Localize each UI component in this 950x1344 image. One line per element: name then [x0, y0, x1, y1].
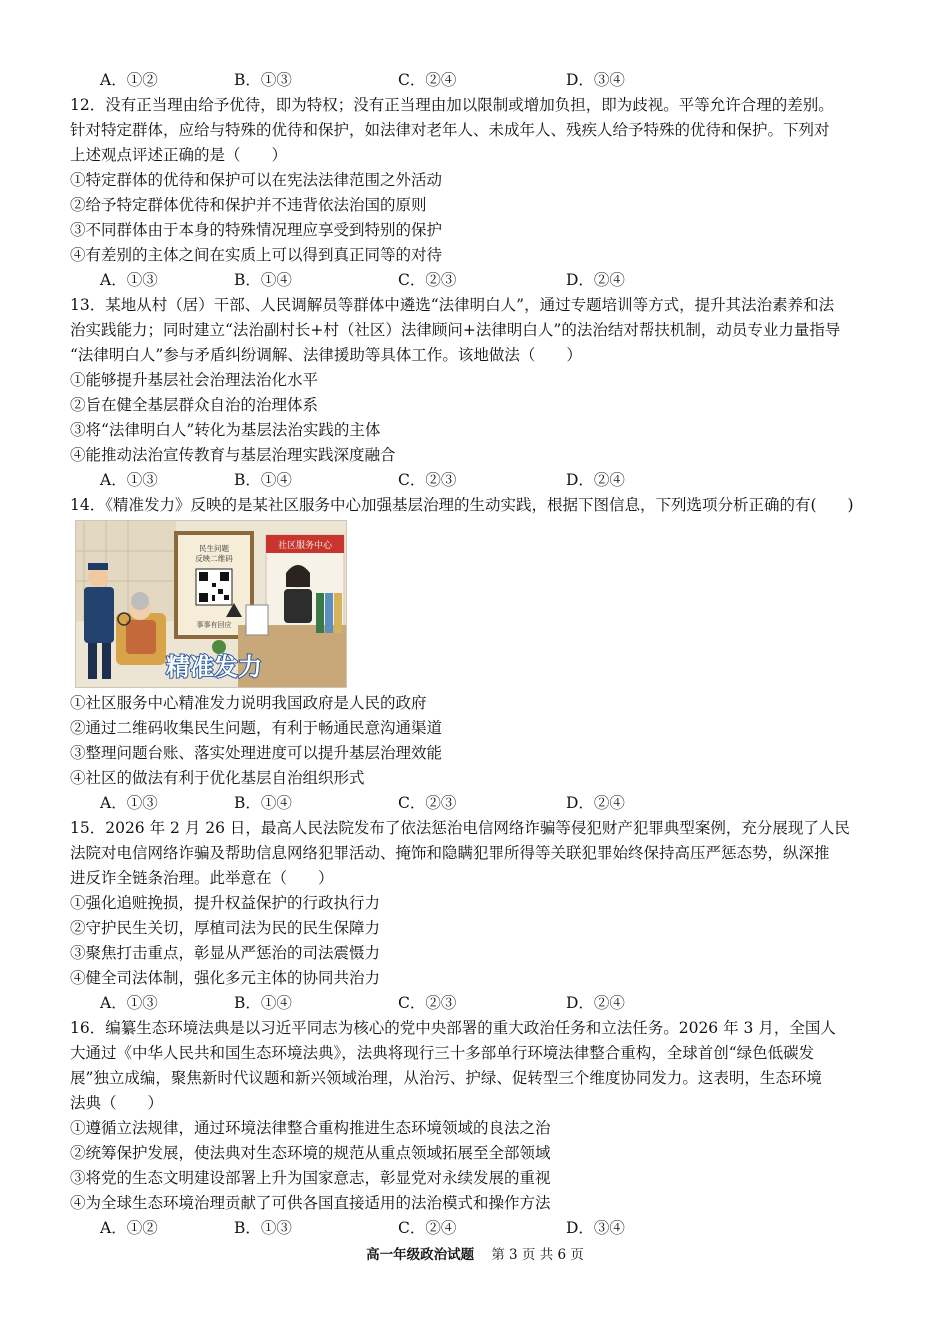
q15-stem-line: 15．2026 年 2 月 26 日，最高人民法院发布了依法惩治电信网络诈骗等侵犯财产犯罪典型案例，充分展现了人民 [70, 819, 850, 837]
option-d: D．②④ [566, 794, 625, 812]
q15-item: ④健全司法体制，强化多元主体的协同共治力 [70, 969, 381, 987]
q16-stem-line: 16．编纂生态环境法典是以习近平同志为核心的党中央部署的重大政治任务和立法任务。2026 年 3 月，全国人 [70, 1019, 836, 1037]
option-b: B．①④ [234, 271, 292, 289]
option-d: D．②④ [566, 994, 625, 1012]
option-b: B．①④ [234, 994, 292, 1012]
cartoon-figure [75, 520, 347, 688]
option-c: C．②③ [398, 271, 457, 289]
q13-item: ①能够提升基层社会治理法治化水平 [70, 371, 319, 389]
q13-stem-line: 13．某地从村（居）干部、人民调解员等群体中遴选“法律明白人”，通过专题培训等方式，提升其法治素养和法 [70, 296, 835, 314]
q16-item: ①遵循立法规律，通过环境法律整合重构推进生态环境领域的良法之治 [70, 1119, 551, 1137]
q16-stem-line: 展”独立成编，聚焦新时代议题和新兴领域治理，从治污、护绿、促转型三个维度协同发力。这表明，生态环境 [70, 1069, 822, 1087]
q12-stem-line: 12．没有正当理由给予优待，即为特权；没有正当理由加以限制或增加负担，即为歧视。平等允许合理的差别。 [70, 96, 834, 114]
q14-item: ①社区服务中心精准发力说明我国政府是人民的政府 [70, 694, 427, 712]
option-b: B．①③ [234, 1219, 292, 1237]
q15-item: ①强化追赃挽损，提升权益保护的行政执行力 [70, 894, 381, 912]
q12-item: ③不同群体由于本身的特殊情况理应享受到特别的保护 [70, 221, 443, 239]
q15-options [100, 991, 860, 1016]
option-a: A．①② [100, 71, 158, 89]
option-b: B．①③ [234, 71, 292, 89]
frame-caption: 事事有回应 [196, 621, 232, 629]
figure-title: 精准发力 [166, 653, 262, 681]
q14-item: ④社区的做法有利于优化基层自治组织形式 [70, 769, 365, 787]
q12-stem-line: 针对特定群体，应给与特殊的优待和保护，如法律对老年人、未成年人、残疾人给予特殊的优待和保护。下列对 [70, 121, 830, 139]
cartoon-illustration [76, 521, 346, 687]
q14-stem-line: 14．《精准发力》反映的是某社区服务中心加强基层治理的生动实践，根据下图信息，下列选项分析正确的有( ) [70, 496, 854, 514]
q13-item: ④能推动法治宣传教育与基层治理实践深度融合 [70, 446, 396, 464]
page-number: 第 3 页 共 6 页 [491, 1247, 584, 1263]
elder-body [126, 620, 156, 654]
q16-item: ④为全球生态环境治理贡献了可供各国直接适用的法治模式和操作方法 [70, 1194, 551, 1212]
q16-stem-line: 法典（ ） [70, 1094, 164, 1112]
option-d: D．③④ [566, 1219, 625, 1237]
q14-item: ②通过二维码收集民生问题，有利于畅通民意沟通渠道 [70, 719, 443, 737]
banner-text: 社区服务中心 [277, 541, 333, 551]
option-d: D．②④ [566, 471, 625, 489]
q15-stem-line: 法院对电信网络诈骗及帮助信息网络犯罪活动、掩饰和隐瞒犯罪所得等关联犯罪始终保持高压严惩态势，纵深推 [70, 844, 830, 862]
option-d: D．②④ [566, 271, 625, 289]
q16-stem-line: 大通过《中华人民共和国生态环境法典》，法典将现行三十多部单行环境法律整合重构，全球首创“绿色低碳发 [70, 1044, 815, 1062]
q13-stem-line: “法律明白人”参与矛盾纠纷调解、法律援助等具体工作。该地做法（ ） [70, 346, 582, 364]
q16-item: ②统筹保护发展，使法典对生态环境的规范从重点领域拓展至全部领域 [70, 1144, 551, 1162]
option-a: A．①③ [100, 471, 158, 489]
plant [212, 640, 226, 654]
q15-item: ②守护民生关切，厚植司法为民的民生保障力 [70, 919, 381, 937]
q16-item: ③将党的生态文明建设部署上升为国家意志，彰显党对永续发展的重视 [70, 1169, 551, 1187]
q12-item: ②给予特定群体优待和保护并不违背依法治国的原则 [70, 196, 427, 214]
option-a: A．①③ [100, 271, 158, 289]
option-c: C．②③ [398, 994, 457, 1012]
footer-title: 高一年级政治试题 [366, 1247, 475, 1263]
officer-body [84, 587, 114, 643]
frame-title-line1: 民生问题 [199, 544, 229, 553]
option-a: A．①③ [100, 794, 158, 812]
q14-options [100, 791, 860, 816]
q12-item: ④有差别的主体之间在实质上可以得到真正同等的对待 [70, 246, 443, 264]
q15-item: ③聚焦打击重点，彰显从严惩治的司法震慑力 [70, 944, 381, 962]
page-footer [0, 1244, 950, 1266]
q12-item: ①特定群体的优待和保护可以在宪法法律范围之外活动 [70, 171, 443, 189]
option-d: D．③④ [566, 71, 625, 89]
q16-options [100, 1216, 860, 1241]
option-a: A．①② [100, 1219, 158, 1237]
option-b: B．①④ [234, 794, 292, 812]
q11-options [100, 68, 860, 93]
option-c: C．②③ [398, 794, 457, 812]
option-c: C．②④ [398, 71, 457, 89]
q12-options [100, 268, 860, 293]
q15-stem-line: 进反诈全链条治理。此举意在（ ） [70, 869, 334, 887]
q13-item: ②旨在健全基层群众自治的治理体系 [70, 396, 319, 414]
q12-stem-line: 上述观点评述正确的是（ ） [70, 146, 288, 164]
q13-item: ③将“法律明白人”转化为基层法治实践的主体 [70, 421, 381, 439]
option-c: C．②③ [398, 471, 457, 489]
q13-options [100, 468, 860, 493]
frame-title-line2: 反映二维码 [195, 554, 233, 563]
option-a: A．①③ [100, 994, 158, 1012]
q13-stem-line: 治实践能力；同时建立“法治副村长+村（社区）法律顾问+法律明白人”的法治结对帮扶机制，动员专业力量指导 [70, 321, 841, 339]
q14-item: ③整理问题台账、落实处理进度可以提升基层治理效能 [70, 744, 443, 762]
option-b: B．①④ [234, 471, 292, 489]
staff-body [284, 589, 312, 623]
option-c: C．②④ [398, 1219, 457, 1237]
document [246, 605, 268, 635]
